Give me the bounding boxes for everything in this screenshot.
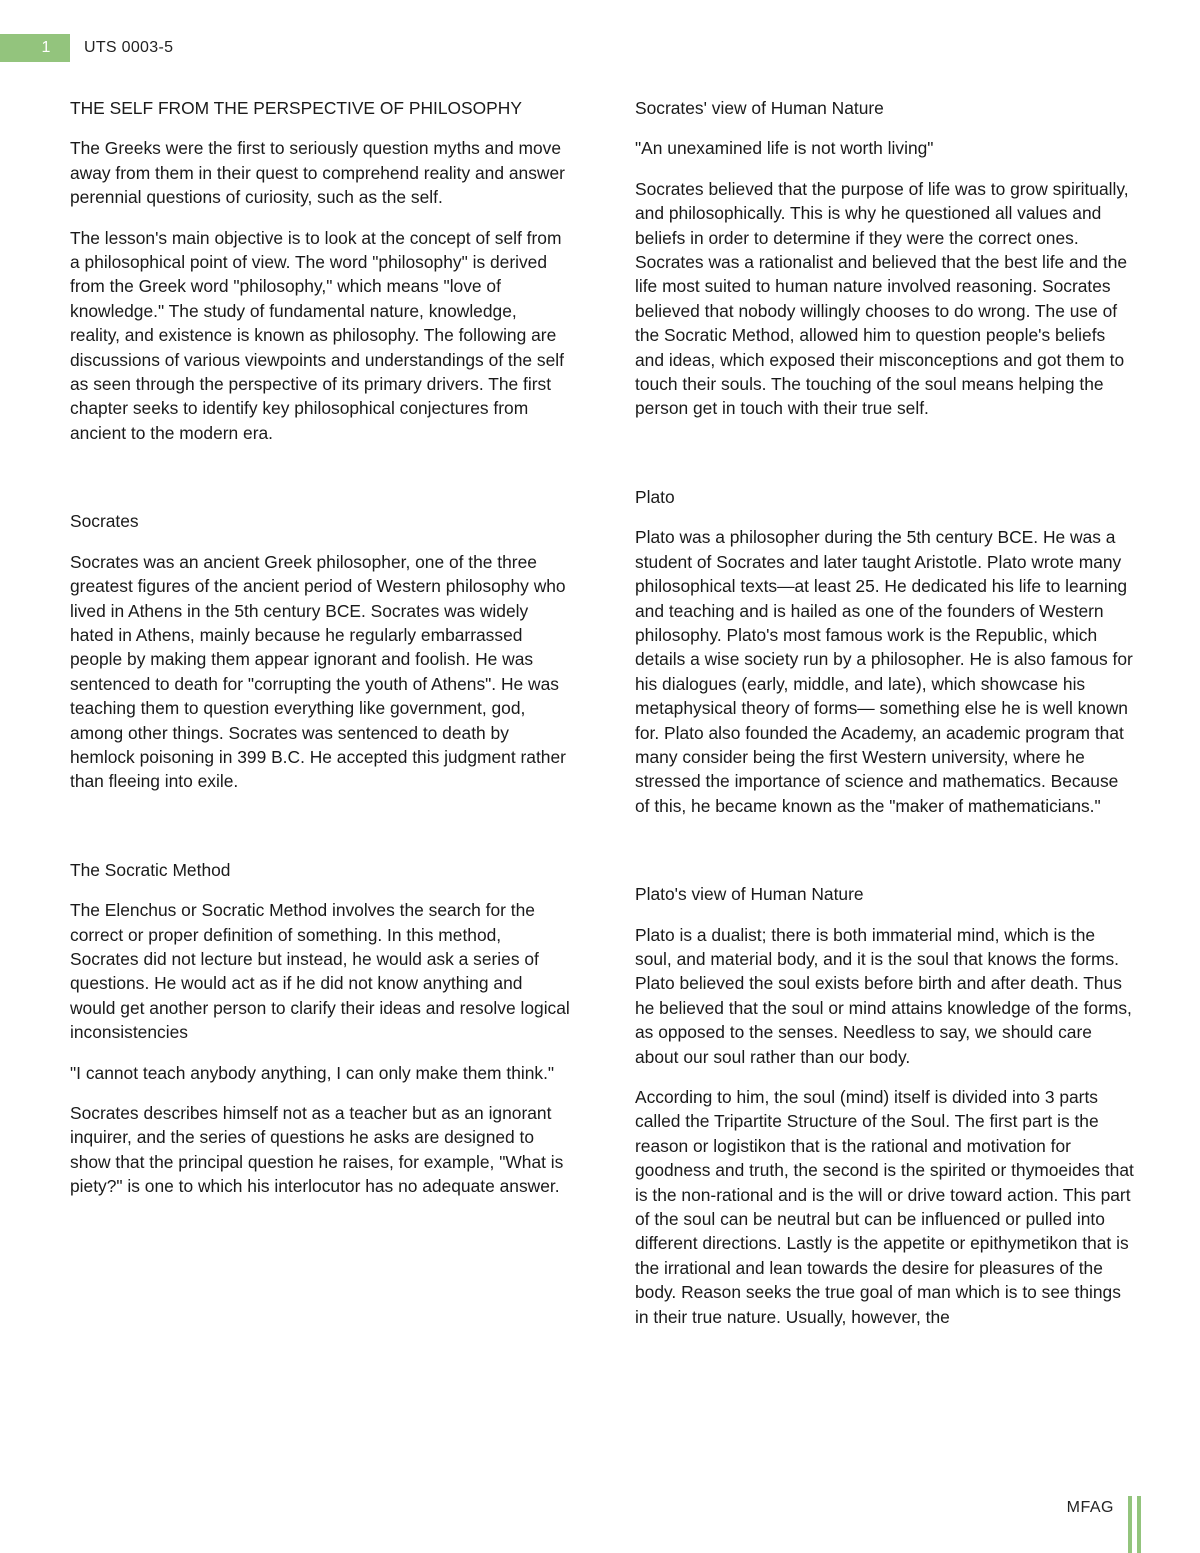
plato-view-heading: Plato's view of Human Nature xyxy=(635,884,864,905)
socrates-paragraph: Socrates was an ancient Greek philosopher, one of the three greatest figures of the ancient period of Western philosophy who lived in Athens in the 5th century BCE. Socrates was widely hated in Athens, mainly because he regularly embarrassed people by making them appear ignorant and foolish. He was sentenced to death for "corrupting the youth of Athens". He was teaching them to question everything like government, god, among other things. Socrates was sentenced to death by hemlock poisoning in 399 B.C. He accepted this judgment rather than fleeing into exile. xyxy=(70,551,566,792)
socrates-quote: "An unexamined life is not worth living" xyxy=(635,138,934,159)
section-gap xyxy=(70,810,570,858)
left-column xyxy=(70,96,570,1215)
plato-view-paragraph-2: According to him, the soul (mind) itself is divided into 3 parts called the Tripartite Structure of the Soul. The first part is the reason or logistikon that is the rational and motivation for goodness and truth, the second is the spirited or thymoeides that is the non-rational and is the will or drive toward action. This part of the soul can be neutral but can be influenced or pulled into different directions. Lastly is the appetite or epithymetikon that is the irrational and lean towards the desire for pleasures of the body. Reason seeks the true goal of man which is to see things in their true nature. Usually, however, the xyxy=(635,1087,1134,1327)
plato-heading: Plato xyxy=(635,486,675,507)
section-gap xyxy=(635,834,1135,882)
socratic-method-quote: "I cannot teach anybody anything, I can only make them think." xyxy=(70,1062,555,1083)
socrates-view-heading: Socrates' view of Human Nature xyxy=(635,98,884,118)
intro-paragraph-2: The lesson's main objective is to look at the concept of self from a philosophical point of view. The word "philosophy" is derived from the Greek word "philosophy," which means "love of knowledge." The study of fundamental nature, knowledge, reality, and existence is known as philosophy. The following are discussions of various viewpoints and understandings of the self as seen through the perspective of its primary drivers. The first chapter seeks to identify key philosophical conjectures from ancient to the modern era. xyxy=(70,227,564,443)
socratic-method-paragraph-2: Socrates describes himself not as a teacher but as an ignorant inquirer, and the series of questions he asks are designed to show that the principal question he raises, for example, "What is piety?" is one to which his interlocutor has no adequate answer. xyxy=(70,1103,564,1197)
section-gap xyxy=(635,437,1135,485)
footer-accent-bar xyxy=(1128,1496,1132,1553)
socratic-method-paragraph: The Elenchus or Socratic Method involves the search for the correct or proper definition of something. In this method, Socrates did not lecture but instead, he would ask a series of questions. He would act as if he did not know anything and would get another person to clarify their ideas and resolve logical inconsistencies xyxy=(70,900,570,1043)
footer-initials: MFAG xyxy=(1066,1499,1114,1516)
section-gap xyxy=(70,461,570,509)
document-code: UTS 0003-5 xyxy=(84,39,174,56)
footer-accent-bar xyxy=(1137,1496,1141,1553)
page-number: 1 xyxy=(0,34,70,62)
intro-paragraph-1: The Greeks were the first to seriously question myths and move away from them in their quest to comprehend reality and answer perennial questions of curiosity, such as the self. xyxy=(70,138,565,208)
plato-paragraph: Plato was a philosopher during the 5th century BCE. He was a student of Socrates and later taught Aristotle. Plato wrote many philosophical texts—at least 25. He dedicated his life to learning and teaching and is hailed as one of the founders of Western philosophy. Plato's most famous work is the Republic, which details a wise society run by a philosopher. He is also famous for his dialogues (early, middle, and late), which showcase his metaphysical theory of forms— something else he is well known for. Plato also founded the Academy, an academic program that many consider being the first Western university, where he stressed the importance of science and mathematics. Because of this, he became known as the "maker of mathematicians." xyxy=(635,527,1133,816)
document-title: THE SELF FROM THE PERSPECTIVE OF PHILOSOPHY xyxy=(70,98,522,118)
right-column xyxy=(635,96,1135,1345)
socratic-method-heading: The Socratic Method xyxy=(70,859,231,880)
socrates-heading: Socrates xyxy=(70,511,139,532)
socrates-view-paragraph: Socrates believed that the purpose of life was to grow spiritually, and philosophically. This is why he questioned all values and beliefs in order to determine if they were the correct ones. Socrates was a rationalist and believed that the best life and the life most suited to human nature involved reasoning. Socrates believed that nobody willingly chooses to do wrong. The use of the Socratic Method, allowed him to question people's beliefs and ideas, which exposed their misconceptions and got them to touch their souls. The touching of the soul means helping the person get in touch with their true self. xyxy=(635,178,1129,419)
page-header xyxy=(0,34,173,62)
plato-view-paragraph-1: Plato is a dualist; there is both immaterial mind, which is the soul, and material body, and it is the soul that knows the forms. Plato believed the soul exists before birth and after death. Thus he believed that the soul or mind attains knowledge of the forms, as opposed to the senses. Needless to say, we should care about our soul rather than our body. xyxy=(635,924,1132,1067)
